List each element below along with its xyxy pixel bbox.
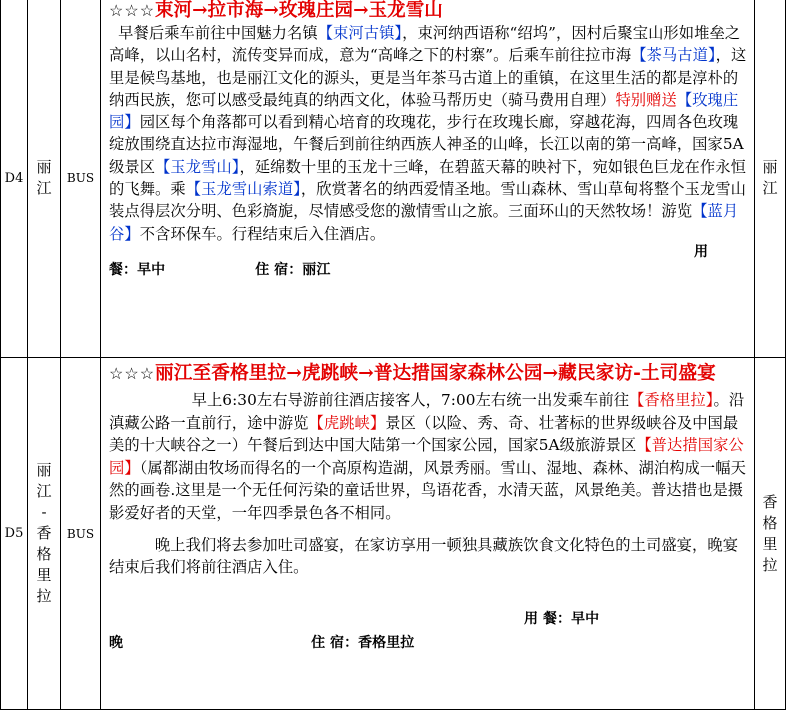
body-text: ，延绵数十里的玉龙十三峰，在碧蓝天幕的映衬下，宛如银色巨龙在作永恒的飞舞。乘: [109, 157, 746, 199]
day-label: D4: [4, 170, 24, 186]
evening-stay-line: [109, 633, 752, 653]
description-paragraph: [109, 389, 752, 525]
body-text: ，束河纳西语称“绍坞”，因村后聚宝山形如堆垒之高峰，以山名村，流传变异而成，意为“高峰之下的村寨”。后乘车前往拉市海: [109, 24, 741, 65]
body-text: 晚上我们将去参加吐司盛宴，在家访享用一顿独具藏族饮食文化特色的土司盛宴，晚宴结束后我们将前往酒店入住。: [109, 535, 739, 577]
highlight-spot: 【束河古镇】: [317, 24, 403, 42]
day-cell: [1, 0, 28, 358]
highlight-spot: 【普达措国家公园】: [109, 436, 744, 477]
meal-info: [109, 609, 752, 629]
highlight-spot: 【茶马古道】: [631, 46, 716, 65]
accommodation-label: 住 宿：丽江: [255, 261, 331, 278]
body-text: 早餐后乘车前往中国魅力名镇: [118, 24, 318, 42]
description-paragraph: [109, 22, 752, 245]
city-char: 格: [36, 545, 52, 563]
day-row-d5: [1, 358, 786, 710]
evening-paragraph: [109, 534, 752, 579]
day-title: [109, 361, 752, 386]
body-text: 不含环保车。行程结束后入住酒店。: [139, 224, 386, 243]
hotel-city-char: 拉: [762, 555, 778, 574]
star-rating: ☆☆☆: [109, 364, 156, 383]
hotel-city-char: 丽: [762, 158, 778, 176]
city-cell: [28, 0, 61, 358]
hotel-city-cell: [755, 0, 786, 358]
body-text: 早上6:30左右导游前往酒店接客人，7:00左右统一出发乘车前往: [191, 391, 630, 409]
star-rating: ☆☆☆: [109, 1, 156, 20]
transport-label: BUS: [66, 171, 95, 185]
city-char: 丽: [36, 461, 52, 479]
body-text: ，欣赏著名的纳西爱情圣地。雪山森林、雪山草甸将整个玉龙雪山装点得层次分明、色彩旖旎，尽情感受您的激情雪山之旅。三面环山的天然牧场！游览: [109, 180, 746, 221]
transport-label: BUS: [66, 526, 95, 541]
accommodation-label: 住 宿：香格里拉: [311, 634, 415, 651]
meal-label: 餐：早中: [109, 261, 166, 278]
city-char: 拉: [36, 587, 52, 605]
gift-highlight: 特别赠送: [615, 90, 677, 109]
day-cell: [1, 358, 28, 710]
itinerary-description: [101, 358, 755, 710]
meal-label: 用 餐：早中: [524, 610, 600, 627]
hotel-city-char: 格: [762, 513, 778, 532]
day-label: D5: [4, 526, 24, 541]
body-text: （属都湖由牧场而得名的一个高原构造湖，风景秀丽。雪山、湿地、森林、湖泊构成一幅天然的画卷.这里是一个无任何污染的童话世界，鸟语花香，水清天蓝，风景绝美。普达措也是摄影爱好者的天堂，一年四季景色各不相同。: [109, 458, 746, 522]
city-cell: [28, 358, 61, 710]
title-text: 束河→拉市海→玫瑰庄园→玉龙雪山: [155, 0, 443, 21]
city-char: 江: [36, 179, 52, 197]
city-char: 香: [36, 524, 52, 542]
transport-cell: [61, 358, 101, 710]
body-text: 园区每个角落都可以看到精心培育的玫瑰花，步行在玫瑰长廊，穿越花海，四周各色玫瑰绽放围绕直达拉市海湿地，午餐后到前往纳西族人神圣的山峰，长江以南的第一高峰，国家5A级景区: [109, 113, 744, 176]
meal-stay-line: [109, 260, 752, 280]
day-row-d4: [1, 0, 786, 358]
hotel-city-char: 里: [762, 534, 778, 553]
itinerary-description: [101, 0, 755, 358]
highlight-spot: 【虎跳峡】: [308, 413, 386, 432]
highlight-spot: 【玉龙雪山索道】: [185, 180, 301, 199]
day-title: [109, 0, 752, 22]
body-text: 。沿滇藏公路一直前行，途中游览: [109, 391, 745, 432]
city-char: 里: [36, 566, 52, 584]
title-text: 丽江至香格里拉→虎跳峡→普达措国家森林公园→藏民家访-土司盛宴: [155, 362, 716, 384]
highlight-spot: 【玉龙雪山】: [155, 157, 240, 176]
highlight-spot: 【玫瑰庄园】: [109, 90, 739, 132]
highlight-spot: 【香格里拉】: [629, 391, 714, 409]
city-char: 丽: [36, 158, 52, 176]
transport-cell: [61, 0, 101, 358]
hotel-city-cell: [755, 358, 786, 710]
body-text: ，这里是候鸟基地，也是丽江文化的源头，更是当年茶马古道上的重镇，在这里生活的都是淳朴的纳西民族，您可以感受最纯真的纳西文化，体验马帮历史（骑马费用自理）: [109, 46, 747, 109]
body-text: 景区（以险、秀、奇、壮著标的世界级峡谷及中国最美的十大峡谷之一）午餐后到达中国大陆第一个国家公园，国家5A级旅游景区: [109, 413, 739, 455]
meal-prefix: 用: [693, 243, 708, 260]
highlight-spot: 【蓝月谷】: [109, 202, 739, 243]
meal-info: [109, 244, 752, 260]
city-char: -: [41, 503, 47, 521]
city-char: 江: [36, 482, 52, 500]
hotel-city-char: 江: [762, 179, 778, 197]
hotel-city-char: 香: [762, 492, 778, 511]
evening-label: 晚: [109, 634, 124, 651]
